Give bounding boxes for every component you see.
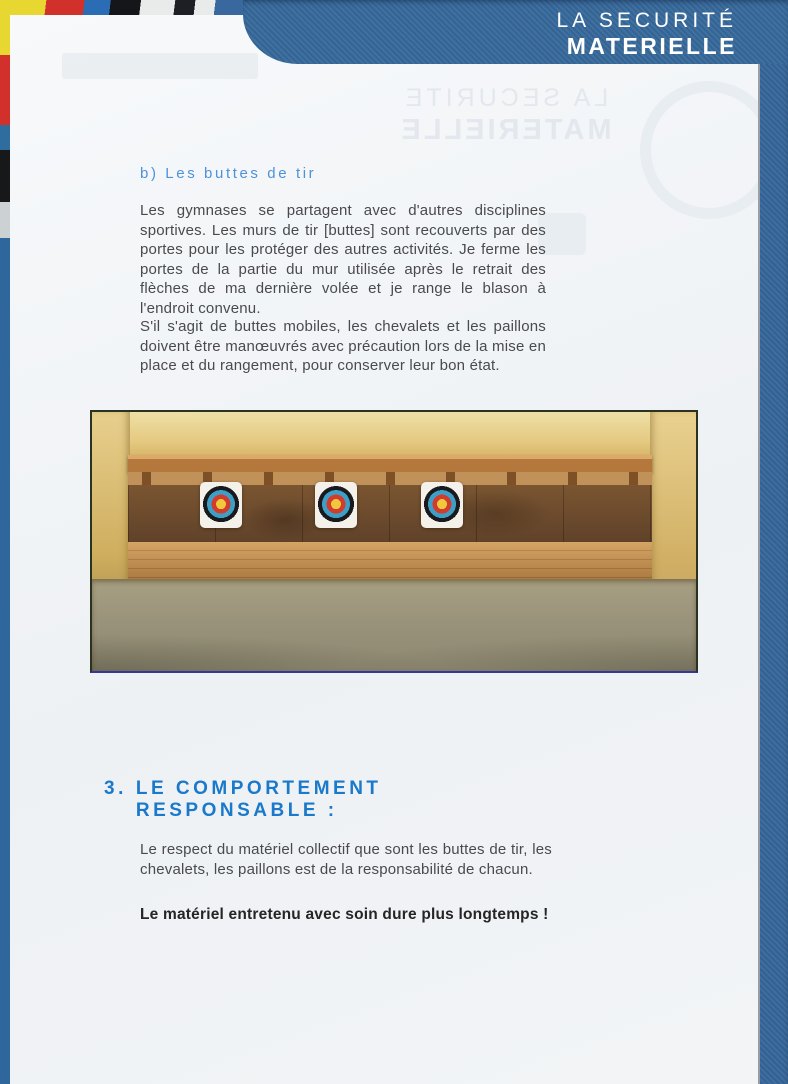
target-face (200, 482, 242, 528)
edge-color-stripes-top (0, 0, 252, 16)
support-block (568, 472, 577, 485)
header-title (556, 8, 737, 59)
paragraph-2: S'il s'agit de buttes mobiles, les chevalets et les paillons doivent être manœuvrés avec précaution lors de la mise en place et du rangement, pour conserver leur bon état. (140, 318, 546, 374)
paragraph-3: Le respect du matériel collectif que sont les buttes de tir, les chevalets, les paillons est de la responsabilité de chacun. (140, 841, 552, 878)
photo-plank-wall (128, 542, 652, 579)
section-3-heading-line2: RESPONSABLE : (135, 800, 338, 821)
page (10, 15, 760, 1084)
support-block (264, 472, 273, 485)
section-3-heading-lines (136, 778, 382, 822)
section-3-heading (104, 778, 382, 822)
photo-shelf-beam (128, 455, 652, 472)
subsection-heading: b) Les buttes de tir (140, 165, 317, 182)
emphasis-note: Le matériel entretenu avec soin dure plus longtemps ! (140, 906, 549, 923)
archery-range-photo (90, 410, 698, 673)
target-face (421, 482, 463, 528)
support-block (142, 472, 151, 485)
bleedthrough-circle (640, 81, 760, 219)
target-face (315, 482, 357, 528)
photo-floor (92, 579, 696, 671)
bleedthrough-title (390, 83, 620, 147)
bleedthrough-bar (62, 53, 258, 79)
header-title-line2: MATERIELLE (566, 33, 737, 59)
paragraph-1: Les gymnases se partagent avec d'autres disciplines sportives. Les murs de tir [buttes] sont recouverts par des portes pour les protéger des autres activités. Je ferme les portes de la partie du mur utilisée après le retrait des flèches de ma dernière volée et je range le blason à l'endroit convenu. (140, 202, 546, 317)
header-title-line1: LA SECURITÉ (556, 9, 737, 32)
section-3-heading-line1: LE COMPORTEMENT (135, 778, 382, 799)
support-block (507, 472, 516, 485)
section-3-number: 3. (104, 778, 127, 799)
edge-color-stripes-left (0, 0, 10, 1084)
support-block (386, 472, 395, 485)
support-block (629, 472, 638, 485)
header-banner (243, 0, 788, 64)
bleedthrough-title-line1: LA SECURITE (401, 84, 609, 112)
bleedthrough-title-line2: MATERIELLE (398, 114, 612, 146)
